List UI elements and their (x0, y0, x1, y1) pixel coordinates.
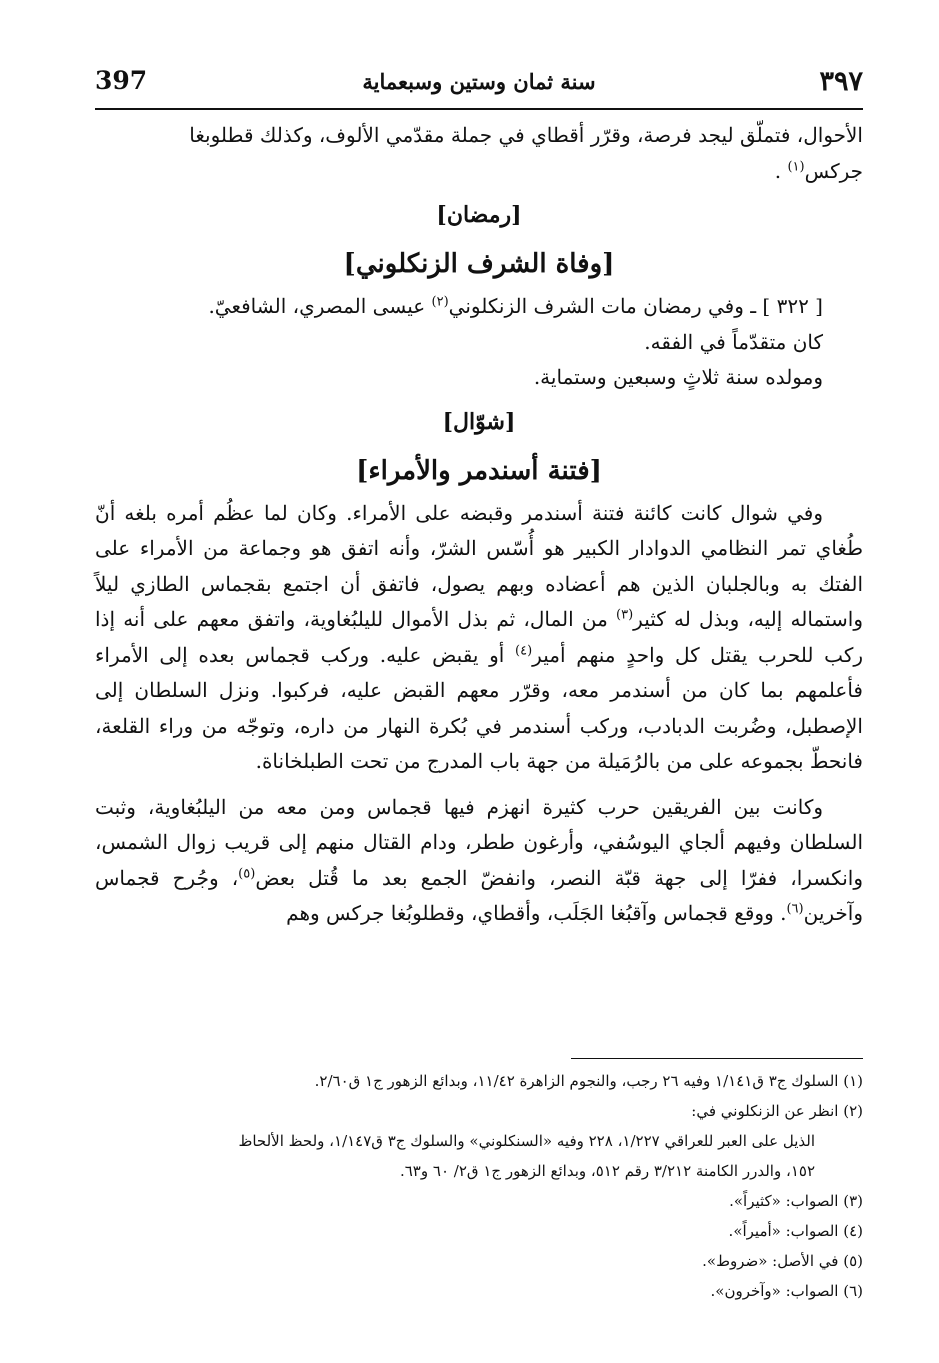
entry-line: كان متقدّماً في الفقه. (644, 329, 823, 354)
heading-fitna: [فتنة أسندمر والأمراء] (356, 455, 602, 486)
footnote-ref: (١) (787, 158, 805, 174)
paragraph-2 (95, 790, 863, 932)
paragraph-text: أو يقبض عليه. وركب قجماس بعده إلى الأمراء فأعلمهم بما كان من أسندمر معه، وقرّر معهم القبض عليه، فركبوا. ونزل السلطان إلى الإصطبل، وضُربت الدبادب، وركب أسندمر في بُكرة النهار من داره، وتوجّه من وراء القلعة، فانحطّ بجموعه على من بالرُمَيلة من جهة باب المدرج من تحت الطبلخاناة. (95, 642, 863, 773)
footnotes (95, 1066, 863, 1306)
footnote-ref: (٤) (515, 642, 533, 658)
paragraph-text: وفي شوال كانت كائنة فتنة أسندمر وقبضه على الأمراء. وكان لما عظُم أمره بلغه أنّ طُغاي تمر النظامي الدوادار الكبير هو أُسّس الشرّ، وأنه اتفق هو وجماعة من الأمراء على الفتك به وبالجلبان الذين هم أعضاده وبهم يصول، فاتفق أن اجتمع بقجماس الطازي ليلاً واستماله إليه، وبذل له كثير (95, 500, 863, 631)
intro-word: جركس (804, 158, 863, 183)
footnote-ref: (٢) (431, 294, 449, 310)
footnote-3: (٣) الصواب: «كثيراً». (729, 1192, 863, 1210)
heading-shawwal: [شوّال] (442, 408, 516, 435)
footnote-2: (٢) انظر عن الزنكلوني في: (691, 1102, 863, 1120)
footnote-5: (٥) في الأصل: «ضروط». (702, 1252, 863, 1270)
paragraph-text: ، وجُرح قجماس وآخرين (95, 865, 863, 925)
footnote-ref: (٦) (786, 901, 804, 917)
entry-first-line (95, 289, 863, 325)
page-number-latin: 397 (95, 66, 148, 95)
footnote-6: (٦) الصواب: «وآخرون». (710, 1282, 863, 1300)
running-title: سنة ثمان وستين وسبعماية (362, 69, 596, 94)
page-number-arabic: ٣٩٧ (819, 66, 863, 97)
footnote-2-detail: الذيل على العبر للعراقي ١/٢٢٧، ٢٢٨ وفيه «السنكلوني» والسلوك ج٣ ق١/١٤٧، ولحظ الألحاظ (238, 1132, 815, 1150)
paragraph-text: . ووقع قجماس وآقبُغا الجَلَب، وأقطاي، وقطلوبُغا جركس وهم (286, 901, 787, 925)
paragraph-text: من المال، ثم بذل الأموال لليلبُغاوية، واتفق معهم على أنه إذا ركب للحرب يقتل كل واحدٍ منهم أمير (95, 607, 863, 667)
entry-text-a: [ ٣٢٢ ] ـ وفي رمضان مات الشرف الزنكلوني (448, 294, 823, 318)
intro-line: الأحوال، فتملّق ليجد فرصة، وقرّر أقطاي في جملة مقدّمي الألوف، وكذلك قطلوبغا (189, 123, 863, 147)
paragraph-text: وكانت بين الفريقين حرب كثيرة انهزم فيها قجماس ومن معه من اليلبُغاوية، وثبت السلطان وفيهم ألجاي اليوسُفي، وأرغون ططر، ودام القتال منهم إلى قريب زوال الشمس، وانكسرا، ففرّا إلى جهة قبّة النصر، وانفضّ الجمع بعد ما قُتل بعض (95, 794, 863, 890)
main-text (95, 118, 863, 932)
footnote-ref: (٣) (616, 607, 634, 623)
footnote-2-detail: ١٥٢، والدرر الكامنة ٣/٢١٢ رقم ٥١٢، وبدائع الزهور ج١ ق٢/ ٦٠ و٦٣. (399, 1162, 815, 1180)
footnote-ref: (٥) (238, 865, 256, 881)
heading-death-entry: [وفاة الشرف الزنكلوني] (343, 249, 615, 279)
entry-text-b: عيسى المصري، الشافعيّ. (208, 294, 432, 318)
intro-line-continued (95, 154, 863, 190)
header-rule (95, 108, 863, 110)
intro-punct: . (774, 158, 782, 183)
page-header (95, 66, 863, 106)
paragraph-1 (95, 496, 863, 780)
entry-line: ومولده سنة ثلاثٍ وسبعين وستماية. (533, 365, 823, 389)
footnote-separator (571, 1058, 863, 1059)
footnote-4: (٤) الصواب: «أميراً». (728, 1222, 863, 1240)
heading-ramadan: [رمضان] (436, 202, 522, 228)
footnote-1: (١) السلوك ج٣ ق١/١٤١ وفيه ٢٦ رجب، والنجوم الزاهرة ١١/٤٢، وبدائع الزهور ج١ ق٢/٦٠. (314, 1072, 863, 1090)
